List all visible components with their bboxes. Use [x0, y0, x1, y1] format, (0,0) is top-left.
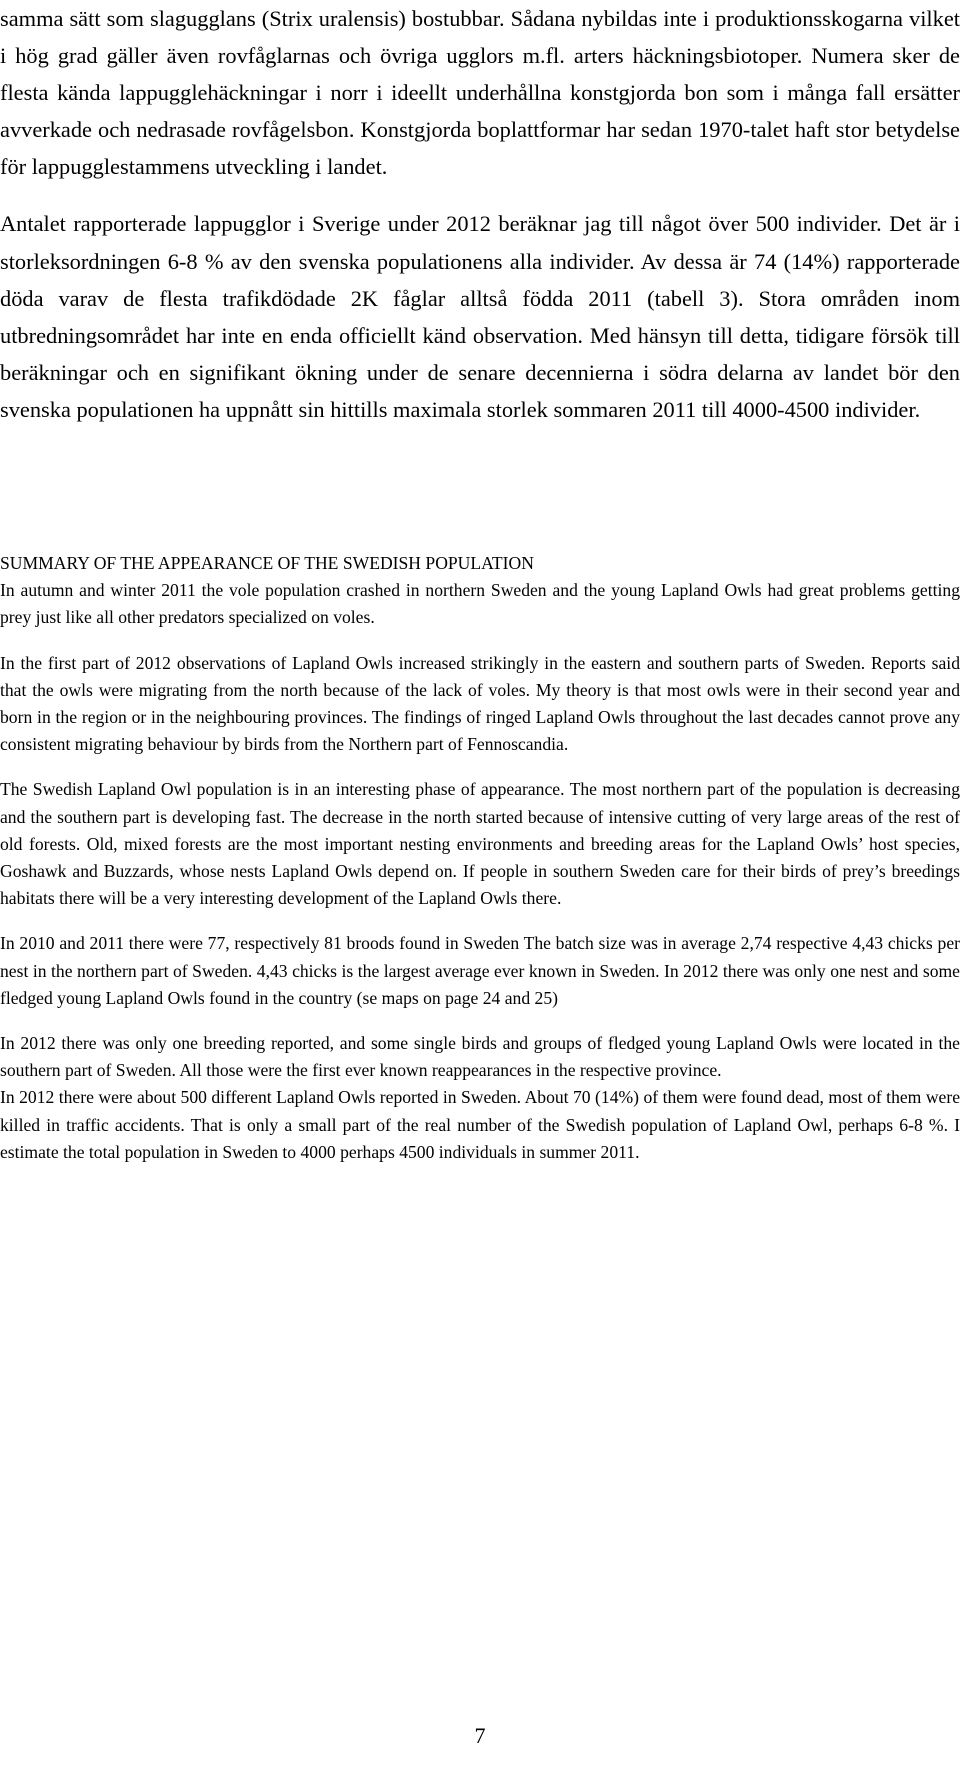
summary-paragraph: In autumn and winter 2011 the vole population crashed in northern Sweden and the young Lapland Owls had great problems getting prey just like all other predators specialized on voles. [0, 580, 960, 628]
swedish-paragraph: samma sätt som slagugglans (Strix uralensis) bostubbar. Sådana nybildas inte i produktionsskogarna vilket i hög grad gäller även rovfåglarnas och övriga ugglors m.fl. arters häckningsbiotoper. Numera sker de flesta kända lappugglehäckningar i norr i ideellt underhållna konstgjorda bon som i många fall ersätter avverkade och nedrasade rovfågelsbon. Konstgjorda boplattformar har sedan 1970-talet haft stor betydelse för lappugglestammens utveckling i landet. [0, 6, 960, 180]
summary-paragraph: In the first part of 2012 observations of Lapland Owls increased strikingly in the eastern and southern parts of Sweden. Reports said that the owls were migrating from the north because of the lack of voles. My theory is that most owls were in their second year and born in the region or in the neighbouring provinces. The findings of ringed Lapland Owls throughout the last decades cannot prove any consistent migrating behaviour by birds from the Northern part of Fennoscandia. [0, 652, 960, 755]
page-number: 7 [474, 1723, 486, 1748]
swedish-text-section [0, 0, 960, 428]
summary-paragraph: The Swedish Lapland Owl population is in an interesting phase of appearance. The most northern part of the population is decreasing and the southern part is developing fast. The decrease in the north started because of intensive cutting of very large areas of the rest of old forests. Old, mixed forests are the most important nesting environments and breeding areas for the Lapland Owls’ host species, Goshawk and Buzzards, whose nests Lapland Owls depend on. If people in southern Sweden care for their birds of prey’s breedings habitats there will be a very interesting development of the Lapland Owls there. [0, 779, 960, 909]
summary-paragraph: In 2012 there was only one breeding reported, and some single birds and groups of fledged young Lapland Owls were located in the southern part of Sweden. All those were the first ever known reappearances in the respective province. [0, 1033, 960, 1081]
swedish-paragraph: Antalet rapporterade lappugglor i Sverige under 2012 beräknar jag till något över 500 individer. Det är i storleksordningen 6-8 % av den svenska populationens alla individer. Av dessa är 74 (14%) rapporterade döda varav de flesta trafikdödade 2K fåglar alltså födda 2011 (tabell 3). Stora områden inom utbredningsområdet har inte en enda officiellt känd observation. Med hänsyn till detta, tidigare försök till beräkningar och en signifikant ökning under de senare decennierna i södra delarna av landet bör den svenska populationen ha uppnått sin hittills maximala storlek sommaren 2011 till 4000-4500 individer. [0, 211, 960, 422]
summary-paragraph: In 2012 there were about 500 different Lapland Owls reported in Sweden. About 70 (14%) of them were found dead, most of them were killed in traffic accidents. That is only a small part of the real number of the Swedish population of Lapland Owl, perhaps 6-8 %. I estimate the total population in Sweden to 4000 perhaps 4500 individuals in summer 2011. [0, 1087, 960, 1162]
summary-paragraph: In 2010 and 2011 there were 77, respectively 81 broods found in Sweden The batch size was in average 2,74 respective 4,43 chicks per nest in the northern part of Sweden. 4,43 chicks is the largest average ever known in Sweden. In 2012 there was only one nest and some fledged young Lapland Owls found in the country (se maps on page 24 and 25) [0, 933, 960, 1008]
english-summary-section [0, 550, 960, 1166]
summary-heading: SUMMARY OF THE APPEARANCE OF THE SWEDISH POPULATION [0, 553, 534, 573]
